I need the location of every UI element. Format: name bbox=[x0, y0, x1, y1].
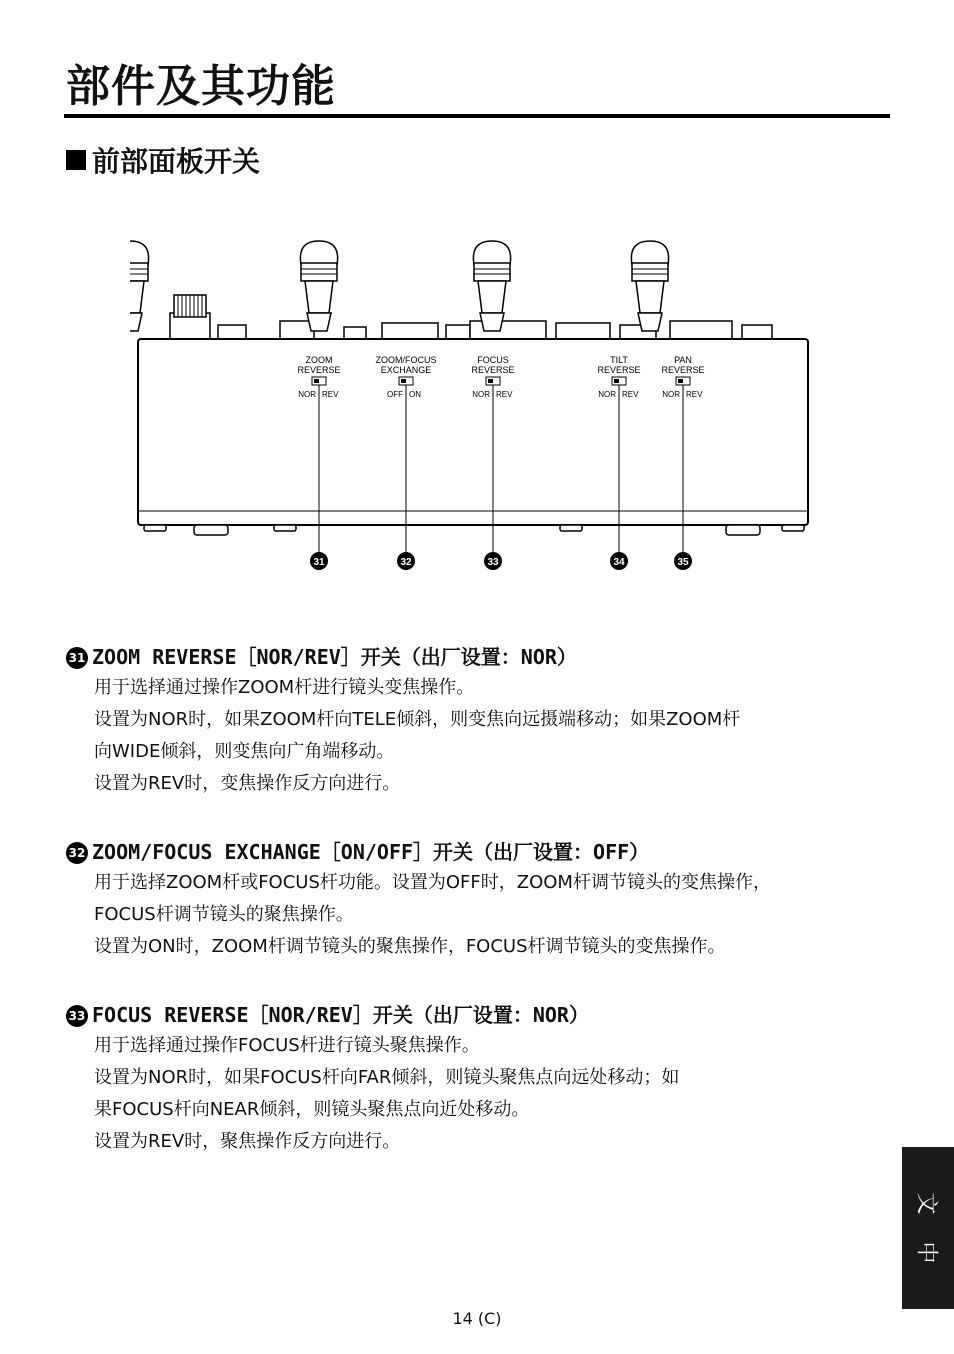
section-heading bbox=[66, 837, 866, 867]
callout-number: 35 bbox=[677, 557, 689, 568]
switch-position-label: NOR bbox=[472, 390, 490, 399]
callout-number: 34 bbox=[613, 557, 625, 568]
body-line: FOCUS杆调节镜头的聚焦操作。 bbox=[94, 904, 354, 925]
switch-label: REVERSE bbox=[471, 365, 515, 375]
heading-text: ZOOM REVERSE［NOR/REV］开关（出厂设置：NOR） bbox=[92, 645, 577, 669]
body-line: 设置为REV时，变焦操作反方向进行。 bbox=[94, 773, 401, 794]
switch-position-label: NOR bbox=[662, 390, 680, 399]
switch-label: ZOOM/FOCUS bbox=[375, 355, 437, 365]
section-focus-reverse bbox=[66, 1000, 866, 1158]
switch-knob bbox=[314, 379, 319, 383]
language-tab-char: 中 bbox=[913, 1241, 939, 1264]
joystick-icon bbox=[130, 241, 149, 331]
section-heading bbox=[66, 642, 866, 672]
body-line: 用于选择通过操作ZOOM杆进行镜头变焦操作。 bbox=[94, 677, 475, 698]
switch-label: EXCHANGE bbox=[380, 365, 432, 375]
switch-position-label: ON bbox=[409, 390, 421, 399]
page-number: 14 (C) bbox=[452, 1309, 502, 1328]
body-line: 果FOCUS杆向NEAR倾斜，则镜头聚焦点向近处移动。 bbox=[94, 1099, 530, 1120]
switch-position-label: REV bbox=[622, 390, 639, 399]
switch-label: ZOOM bbox=[305, 355, 333, 365]
switch-label: PAN bbox=[674, 355, 692, 365]
section-zoom-focus-exchange bbox=[66, 837, 866, 963]
section-heading bbox=[66, 1000, 866, 1030]
section-zoom-reverse bbox=[66, 642, 866, 800]
switch-label: FOCUS bbox=[477, 355, 509, 365]
square-bullet-icon bbox=[66, 150, 86, 170]
body-line: 用于选择通过操作FOCUS杆进行镜头聚焦操作。 bbox=[94, 1035, 480, 1056]
callout-number: 33 bbox=[487, 557, 499, 568]
switch-label: REVERSE bbox=[597, 365, 641, 375]
switch-knob bbox=[401, 379, 406, 383]
switch-position-label: OFF bbox=[387, 390, 403, 399]
switch-knob bbox=[614, 379, 619, 383]
body-line: 设置为NOR时，如果FOCUS杆向FAR倾斜，则镜头聚焦点向远处移动；如 bbox=[94, 1067, 680, 1088]
language-tab-char: 文 bbox=[913, 1192, 939, 1215]
language-tab bbox=[902, 1147, 954, 1309]
body-line: 用于选择ZOOM杆或FOCUS杆功能。设置为OFF时，ZOOM杆调节镜头的变焦操作， bbox=[94, 872, 771, 893]
heading-text: ZOOM/FOCUS EXCHANGE［ON/OFF］开关（出厂设置：OFF） bbox=[92, 840, 650, 864]
body-line: 向WIDE倾斜，则变焦向广角端移动。 bbox=[94, 741, 395, 762]
front-panel-diagram bbox=[130, 235, 820, 580]
body-line: 设置为REV时，聚焦操作反方向进行。 bbox=[94, 1131, 401, 1152]
body-line: 设置为NOR时，如果ZOOM杆向TELE倾斜，则变焦向远摄端移动；如果ZOOM杆 bbox=[94, 709, 741, 730]
switch-label: TILT bbox=[610, 355, 628, 365]
switch-position-label: NOR bbox=[598, 390, 616, 399]
switch-position-label: REV bbox=[496, 390, 513, 399]
heading-text: FOCUS REVERSE［NOR/REV］开关（出厂设置：NOR） bbox=[92, 1003, 589, 1027]
callout-number-33: 33 bbox=[66, 1005, 88, 1027]
switch-position-label: REV bbox=[322, 390, 339, 399]
callout-number: 31 bbox=[313, 557, 325, 568]
switch-knob bbox=[678, 379, 683, 383]
rotary-knob-icon bbox=[170, 295, 210, 339]
callout-number: 32 bbox=[400, 557, 412, 568]
switch-label: REVERSE bbox=[297, 365, 341, 375]
subtitle-text: 前部面板开关 bbox=[92, 145, 261, 178]
callout-number-31: 31 bbox=[66, 647, 88, 669]
title-rule bbox=[64, 114, 890, 118]
switch-knob bbox=[488, 379, 493, 383]
body-line: 设置为ON时，ZOOM杆调节镜头的聚焦操作，FOCUS杆调节镜头的变焦操作。 bbox=[94, 936, 726, 957]
switch-position-label: NOR bbox=[298, 390, 316, 399]
page-title: 部件及其功能 bbox=[66, 61, 336, 112]
callout-number-32: 32 bbox=[66, 842, 88, 864]
switch-position-label: REV bbox=[686, 390, 703, 399]
section-subtitle bbox=[66, 140, 260, 180]
switch-label: REVERSE bbox=[661, 365, 705, 375]
